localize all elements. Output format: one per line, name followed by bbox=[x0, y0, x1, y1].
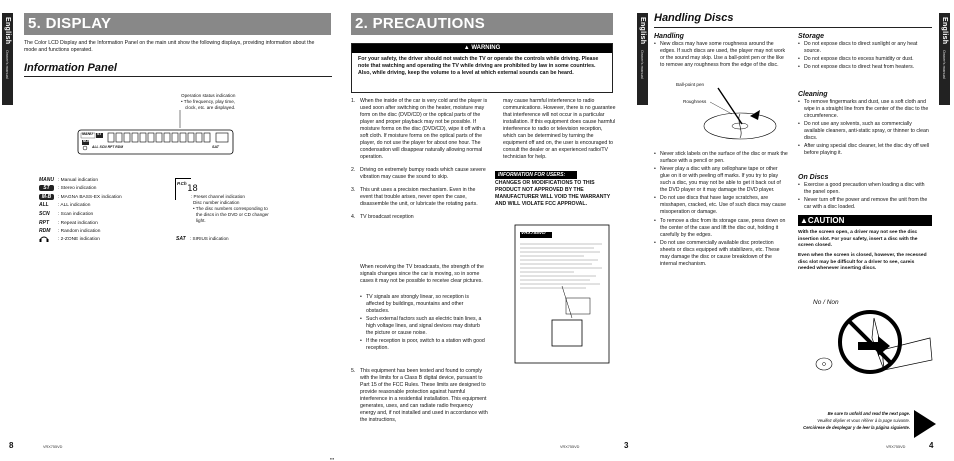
cleaning-title: Cleaning bbox=[798, 91, 828, 98]
model-left: VRX755VD bbox=[43, 445, 63, 449]
ind-label: : Scan indication bbox=[58, 211, 94, 217]
handling-bullet: • Do not use discs that have large scratches, are misshapen, cracked, etc. Use of such discs may cause misoperation or damage. bbox=[654, 195, 788, 216]
indication-mb bbox=[39, 193, 122, 201]
english-tab-right bbox=[939, 13, 950, 105]
info-users-label: INFORMATION FOR USERS: bbox=[495, 171, 577, 179]
warning-label: WARNING bbox=[471, 45, 501, 51]
indication-manu bbox=[39, 176, 98, 184]
ind-key: M-B bbox=[39, 194, 54, 200]
footer-note-en: Be sure to unfold and read the next page. bbox=[827, 411, 910, 416]
lcd-label-mb: M-B bbox=[83, 139, 90, 143]
ind-label: : Manual indication bbox=[58, 177, 98, 183]
preset-key: P.Ch bbox=[177, 181, 187, 186]
ondiscs-bullets bbox=[798, 182, 932, 212]
indication-scn bbox=[39, 210, 93, 218]
caution-text-1: With the screen open, a driver may not see the disc insertion slot. For your safety, insert a disc with the screen closed. bbox=[798, 230, 918, 248]
lcd-label-manu: MANU bbox=[82, 132, 93, 136]
ind-key: ST bbox=[39, 185, 54, 191]
lcd-label-st: ST bbox=[97, 132, 102, 136]
tab-language: English bbox=[941, 17, 948, 45]
heading-rule-right bbox=[654, 27, 932, 28]
ind-key: RDM bbox=[39, 228, 51, 234]
lcd-label-sat: SAT bbox=[212, 145, 219, 149]
tv-bullets bbox=[360, 294, 488, 354]
storage-bullets bbox=[798, 41, 932, 73]
handling-bullet: • Do not use commercially available disc protection sheets or discs equipped with stabilizers, etc. These may damage the disc or cause breakdown of the internal mechanism. bbox=[654, 240, 788, 268]
info-users-text: CHANGES OR MODIFICATIONS TO THIS PRODUCT NOT APPROVED BY THE MANUFACTURER WILL VOID THE WARRANTY AND WILL VIOLATE FCC APPROVAL. bbox=[495, 180, 611, 207]
item-5: 5. This equipment has been tested and found to comply with the limits for a Class B digital device, pursuant to Part 15 of the FCC Rules. These limits are designed to provide reasonable protection against harmful interference in a residential installation. This equipment generates, uses, and can radiate radio frequency energy and, if not installed and used in accordance with the instructions, bbox=[351, 368, 488, 423]
tv-bullet: • If the reception is poor, switch to a station with good reception. bbox=[360, 338, 488, 352]
warning-icon: ▲ bbox=[463, 45, 470, 51]
information-panel-heading: Information Panel bbox=[24, 62, 117, 74]
footer-note-fr: Veuillez déplier et vous référer à la page suivante. bbox=[817, 418, 910, 423]
op-status-line2: clock, etc. are displayed. bbox=[185, 105, 236, 110]
page-number-3: 3 bbox=[624, 441, 629, 450]
ind-key: SCN bbox=[39, 211, 50, 217]
model-middle: VRX755VD bbox=[560, 445, 580, 449]
page-number-8: 8 bbox=[9, 441, 14, 450]
model-right: VRX755VD bbox=[886, 445, 906, 449]
ind-key: ALL bbox=[39, 202, 49, 208]
caution-text-2: Even when the screen is closed, however, the recessed disc slot may be difficult for a driver to see, careis needed whenever inserting discs. bbox=[798, 253, 927, 271]
preset-line-4: the discs in the DVD or CD changer bbox=[196, 212, 269, 217]
handling-bullet: • Never play a disc with any cellophane tape or other glue on it or with peeling off marks. If you try to play such a disc, you may not be able to get it back out of the DVD player or it may damage the DVD player. bbox=[654, 166, 788, 194]
tv-intro: When receiving the TV broadcasts, the strength of the signals changes since the car is moving, so in some cases it may not be possible to receive clear pictures. bbox=[360, 264, 484, 284]
tab-sub: Owner's manual bbox=[640, 50, 645, 80]
english-tab-left bbox=[2, 13, 13, 105]
preset-digits: 18 bbox=[187, 184, 198, 194]
caution-label: CAUTION bbox=[807, 216, 845, 225]
ind-label: : 2-ZONE indication bbox=[58, 236, 100, 242]
warning-box bbox=[351, 43, 613, 93]
indication-all bbox=[39, 201, 90, 209]
tab-sub: Owner's manual bbox=[942, 50, 947, 80]
ondiscs-bullet: • Exercise a good precaution when loading a disc with the panel open. bbox=[798, 182, 932, 196]
caution-icon: ▲ bbox=[800, 216, 808, 225]
ind-label: : Random indication bbox=[58, 228, 101, 234]
tv-bullet: • Such external factors such as electric train lines, a high voltage lines, and signal devices may disturb the picture or cause noise. bbox=[360, 316, 488, 337]
cleaning-bullet: • Do not use any solvents, such as commercially available cleaners, anti-static spray, or thinner to clean discs. bbox=[798, 121, 932, 142]
precaution-item: 2. Driving on extremely bumpy roads which cause severe vibration may cause the sound to skip. bbox=[351, 167, 486, 180]
storage-bullet: • Do not expose discs to direct sunlight or any heat source. bbox=[798, 41, 932, 55]
cleaning-bullets bbox=[798, 99, 932, 159]
ind-key: RPT bbox=[39, 220, 49, 226]
tab-language: English bbox=[4, 17, 11, 45]
preset-line-2: Disc number indication bbox=[193, 200, 240, 205]
no-insert-illustration bbox=[812, 302, 936, 382]
disc-ballpoint-illustration bbox=[680, 86, 795, 146]
cleaning-bullet: • After using special disc cleaner, let the disc dry off well before playing it. bbox=[798, 143, 932, 157]
fig-ballpoint-label: Ball-point pen bbox=[676, 82, 705, 87]
precaution-item: 1. When the inside of the car is very cold and the player is used soon after switching on the heater, moisture may form on the disc (DVD/CD) or the optical parts of the player and proper playback may not be possible. If moisture forms on the disc (DVD/CD), wipe it off with a soft cloth. If moisture forms on the optical parts of the player, do not use the player for about one hour. The condensation will disappear naturally allowing normal operation. bbox=[351, 98, 488, 160]
ind-label: : ALL indication bbox=[58, 202, 91, 208]
handling-title: Handling bbox=[654, 33, 684, 40]
product-label-illustration bbox=[514, 224, 610, 364]
next-page-arrow-icon bbox=[914, 410, 936, 438]
tab-sub: Owner's manual bbox=[5, 50, 10, 80]
section-title-precautions: 2. PRECAUTIONS bbox=[351, 13, 613, 35]
tab-language: English bbox=[639, 17, 646, 45]
ind-label: : MAGNA BASS-EX indication bbox=[58, 194, 122, 200]
sat-key: SAT bbox=[176, 236, 186, 242]
indication-rpt bbox=[39, 219, 98, 227]
op-status-title: Operation status indication bbox=[181, 93, 236, 98]
ind-key: MANU bbox=[39, 177, 54, 183]
preset-line-5: light. bbox=[196, 218, 206, 223]
indication-2zone bbox=[39, 235, 100, 243]
preset-line-1: : Preset channel indication bbox=[191, 194, 245, 199]
ind-label: : Stereo indication bbox=[58, 185, 97, 191]
no-label: No / Non bbox=[813, 299, 839, 306]
precaution-item: 3. This unit uses a precision mechanism. Even in the event that trouble arises, never open the case, disassemble the unit, or lubricate the rotating parts. bbox=[351, 187, 478, 207]
page-divider-mark: ▪▪▪ bbox=[330, 456, 335, 461]
heading-rule bbox=[24, 76, 332, 77]
handling-bullet: • New discs may have some roughness around the edges. If such discs are used, the player may not work or the sound may skip. Use a ball-point pen or the like to remove any roughness from the edge of the disc. bbox=[654, 41, 788, 69]
tv-bullet: • TV signals are strongly linear, so reception is affected by buildings, mountains and other obstacles. bbox=[360, 294, 488, 315]
preset-line-3: • The disc numbers corresponding to bbox=[193, 206, 268, 211]
english-tab-mid bbox=[637, 13, 648, 105]
warning-text: For your safety, the driver should not watch the TV or operate the controls while driving. Please note that watching and operating the TV while driving are prohibited by law in some countries. Also, while driving, keep the volume to a level at which external sounds can be heard. bbox=[358, 56, 599, 76]
precaution-list bbox=[351, 98, 489, 222]
display-intro: The Color LCD Display and the Information Panel on the main unit show the following displays, providing information about the mode and functions operated. bbox=[24, 40, 315, 53]
section-title-display: 5. DISPLAY bbox=[24, 13, 331, 35]
two-zone-icon bbox=[39, 235, 57, 244]
precaution-item: 4. TV broadcast reception bbox=[351, 214, 414, 220]
lcd-label-all-row: ALL SCN RPT RDM bbox=[92, 145, 124, 149]
handling-bullets-2 bbox=[654, 151, 788, 269]
footer-note-es: Cerciórese de desplegar y de leer la página siguiente. bbox=[803, 425, 910, 430]
warning-header bbox=[352, 44, 612, 53]
cleaning-bullet: • To remove fingermarks and dust, use a soft cloth and wipe in a straight line from the center of the disc to the circumference. bbox=[798, 99, 932, 120]
storage-title: Storage bbox=[798, 33, 825, 40]
op-status-line1: • The frequency, play time, bbox=[181, 99, 236, 104]
ind-label: : Repeat indication bbox=[58, 220, 98, 226]
fig-roughness-label: Roughness bbox=[683, 99, 707, 104]
storage-bullet: • Do not expose discs to direct heat from heaters. bbox=[798, 64, 932, 71]
handling-bullets bbox=[654, 41, 788, 70]
storage-bullet: • Do not expose discs to excess humidity or dust. bbox=[798, 56, 932, 63]
handling-discs-heading: Handling Discs bbox=[654, 12, 734, 24]
label-model-text: VRX755VD bbox=[521, 231, 546, 236]
indication-st bbox=[39, 184, 96, 192]
caution-header bbox=[798, 215, 932, 226]
sat-label: : SIRIUS indication bbox=[190, 236, 229, 241]
ondiscs-title: On Discs bbox=[798, 174, 829, 181]
handling-bullet: • To remove a disc from its storage case, press down on the center of the case and lift the disc out, holding it carefully by the edges. bbox=[654, 218, 788, 239]
page-number-4: 4 bbox=[929, 441, 934, 450]
ondiscs-bullet: • Never turn off the power and remove the unit from the car with a disc loaded. bbox=[798, 197, 932, 211]
col2-text: may cause harmful interference to radio communications. However, there is no guarantee that interference will not occur in a particular installation. If this equipment does cause harmful interference to radio or television reception, which can be determined by turning the equipment off and on, the user is encouraged to consult the dealer or an experienced radio/TV technician for help. bbox=[503, 98, 616, 160]
handling-bullet: • Never stick labels on the surface of the disc or mark the surface with a pencil or pen. bbox=[654, 151, 788, 165]
